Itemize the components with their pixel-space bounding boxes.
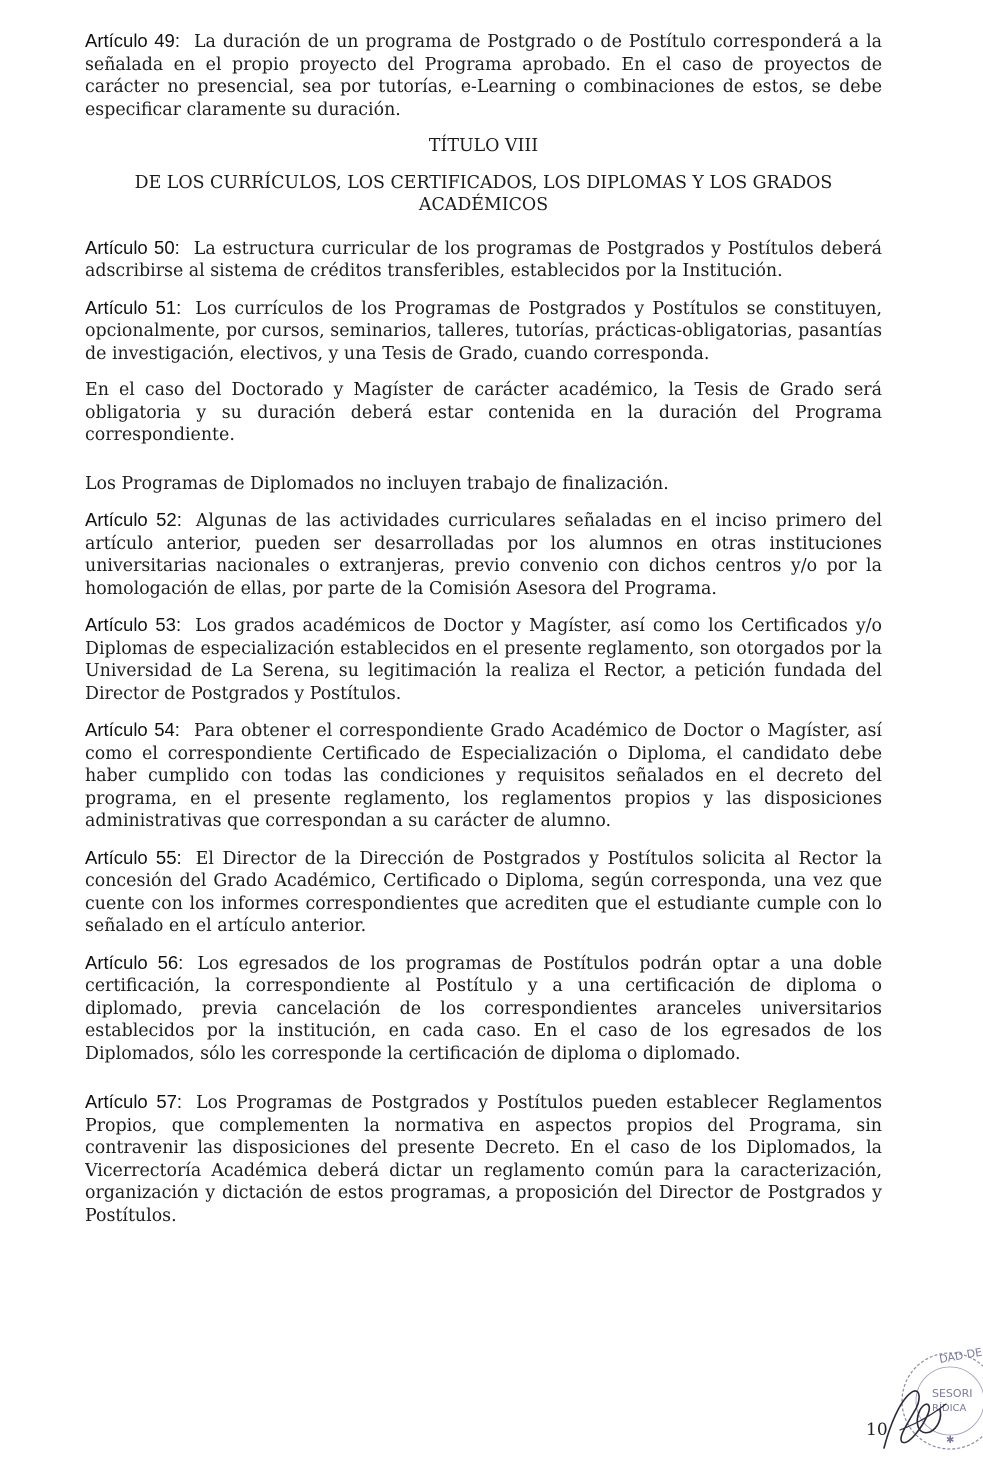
article-49 — [85, 30, 882, 121]
section-number: TÍTULO VIII — [428, 136, 539, 156]
article-text: Los currículos de los Programas de Postgrados y Postítulos se constituyen, opcionalmente, por cursos, seminarios, talleres, tutorías, prácticas-obligatorias, pasantías de investigación, electivos, y una Tesis de Grado, cuando corresponda. — [85, 298, 882, 364]
article-text: Los grados académicos de Doctor y Magíster, así como los Certificados y/o Diplomas de especialización establecidos en el presente reglamento, son otorgados por la Universidad de La Serena, su legitimación la realiza el Rector, a petición fundada del Director de Postgrados y Postítulos. — [85, 616, 883, 704]
article-label: Artículo 52: — [85, 509, 182, 530]
article-label: Artículo 55: — [85, 846, 182, 868]
article-56 — [85, 952, 882, 1066]
article-text: Para obtener el correspondiente Grado Académico de Doctor o Magíster, así como el correspondiente Certificado de Especialización o Diploma, el candidato debe haber cumplido con todas las condiciones y requisitos señalados en el decreto del programa, en el presente reglamento, los reglamentos propios y las disposiciones administrativas que correspondan a su carácter de alumno. — [85, 721, 882, 831]
article-51-paragraph: Los Programas de Diplomados no incluyen trabajo de finalización. — [85, 473, 669, 494]
article-label: Artículo 50: — [85, 236, 180, 258]
article-text: El Director de la Dirección de Postgrados y Postítulos solicita al Rector la concesión del Grado Académico, Certificado o Diploma, según corresponda, una vez que cuente con los informes correspondientes que acrediten que el estudiante cumple con lo señalado en el artículo anterior. — [85, 848, 882, 936]
article-text: Los Programas de Postgrados y Postítulos pueden establecer Reglamentos Propios, que complementen la normativa en aspectos propios del Programa, sin contravenir las disposiciones del presente Decreto. En el caso de los Diplomados, la Vicerrectoría Académica deberá dictar un reglamento común para la caracterización, organización y dictación de estos programas, a proposición del Director de Postgrados y Postítulos. — [85, 1093, 882, 1226]
section-title: DE LOS CURRÍCULOS, LOS CERTIFICADOS, LOS DIPLOMAS Y LOS GRADOS ACADÉMICOS — [134, 172, 833, 215]
article-label: Artículo 51: — [85, 296, 182, 318]
article-label: Artículo 49: — [85, 30, 180, 51]
svg-text:✱: ✱ — [946, 1435, 955, 1446]
article-57 — [85, 1091, 882, 1227]
article-50 — [85, 237, 882, 283]
stamp-text: DAD DE — [938, 1345, 983, 1366]
article-label: Artículo 56: — [85, 951, 184, 973]
article-52 — [85, 509, 882, 600]
article-text: La estructura curricular de los programas de Postgrados y Postítulos deberá adscribirse al sistema de créditos transferibles, establecidos por la Institución. — [85, 238, 882, 281]
article-51-paragraph: En el caso del Doctorado y Magíster de carácter académico, la Tesis de Grado será obligatoria y su duración deberá estar contenida en la duración del Programa correspondiente. — [85, 380, 882, 445]
article-text: Algunas de las actividades curriculares señaladas en el inciso primero del artículo anterior, pueden ser desarrolladas por los alumnos en otras instituciones universitarias nacionales o extranjeras, previo convenio con dichos centros y/o por la homologación de ellas, por parte de la Comisión Asesora del Programa. — [85, 511, 883, 599]
article-51 — [85, 297, 882, 366]
handwritten-signature — [870, 1370, 960, 1460]
stamp-text: SESORI — [932, 1387, 973, 1400]
article-text: La duración de un programa de Postgrado o de Postítulo corresponderá a la señalada en el propio proyecto del Programa aprobado. En el caso de proyectos de carácter no presencial, sea por tutorías, e-Learning o combinaciones de estos, se debe especificar claramente su duración. — [85, 32, 883, 120]
article-label: Artículo 57: — [85, 1091, 183, 1112]
article-53 — [85, 614, 882, 705]
page-number: 10 — [866, 1420, 888, 1440]
document-page — [85, 30, 882, 1241]
article-text: Los egresados de los programas de Postítulos podrán optar a una doble certificación, la correspondiente al Postítulo y a una certificación de diploma o diplomado, previa cancelación de los correspondientes aranceles universitarios establecidos por la institución, en cada caso. En el caso de los egresados de los Diplomados, sólo les corresponde la certificación de diploma o diplomado. — [85, 953, 882, 1064]
article-54 — [85, 719, 882, 833]
stamp-text: RÍDICA — [932, 1403, 967, 1414]
article-label: Artículo 53: — [85, 614, 182, 635]
article-55 — [85, 847, 882, 938]
article-label: Artículo 54: — [85, 719, 180, 740]
